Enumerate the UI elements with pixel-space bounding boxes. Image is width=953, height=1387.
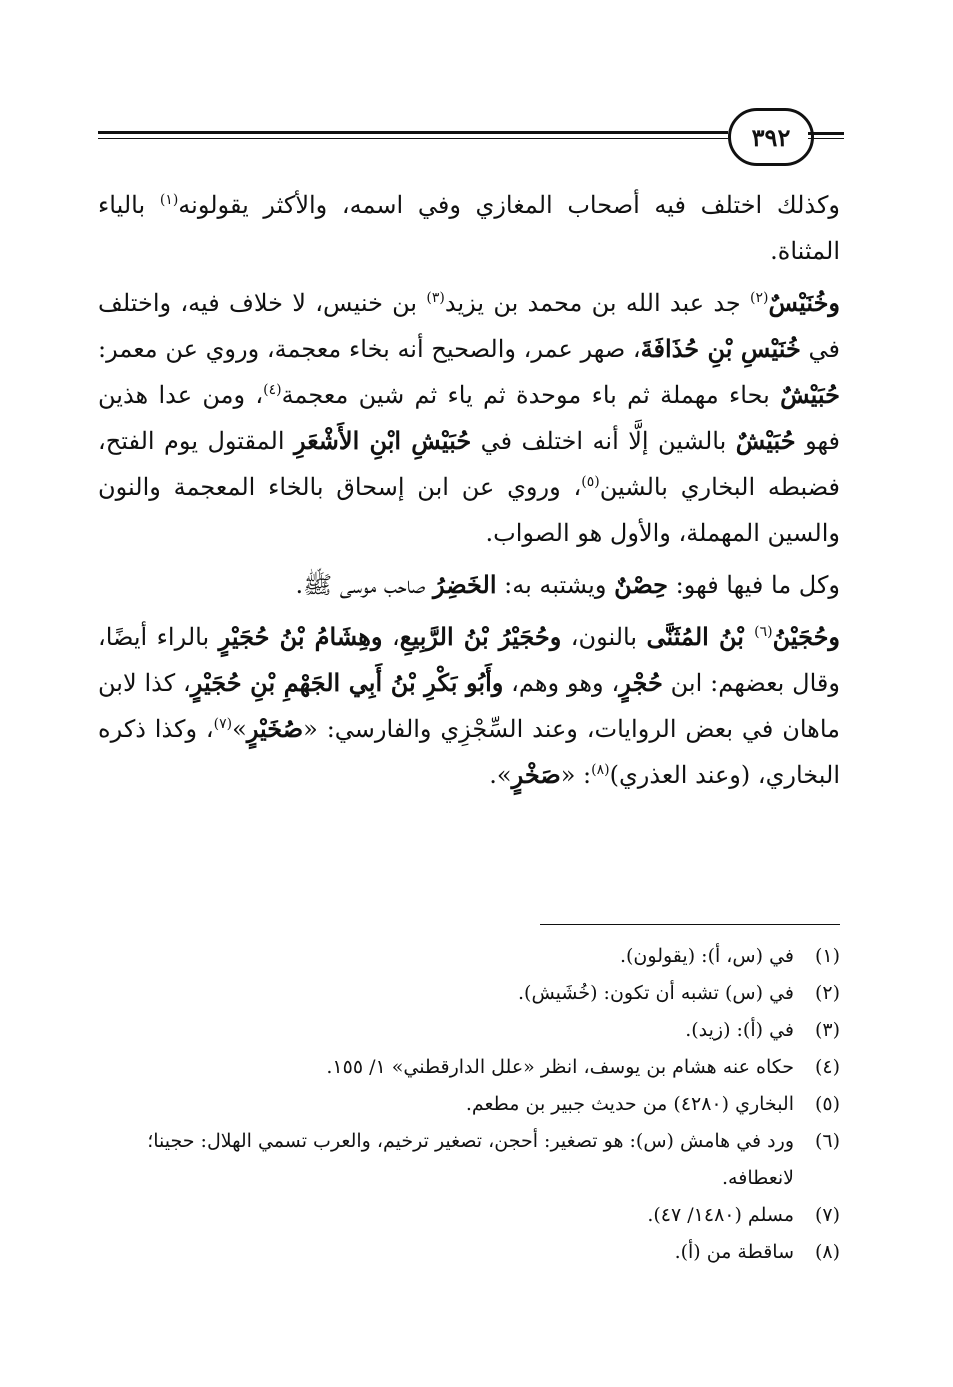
name-run: حُبَيْشِ ابْنِ الأَشْعَرِ — [293, 426, 472, 455]
footnote-number: (٣) — [814, 1019, 840, 1041]
text-run: ، — [382, 623, 400, 651]
footnote-number: (٦) — [814, 1130, 840, 1152]
main-text — [98, 182, 840, 804]
footnote-ref: (٢) — [750, 290, 769, 306]
footnote-6 — [98, 1123, 840, 1197]
text-run: بالراء أيضًا، وقال بعضهم: ابن — [98, 623, 840, 697]
text-run: ، ومن عدا هذين فهو — [98, 381, 841, 455]
name-run: وحُجَيْنُ — [772, 622, 841, 651]
text-run: وكل ما فيها فهو: — [668, 571, 840, 599]
footnote-ref: (٣) — [426, 290, 445, 306]
name-run: الخَضِرُ — [433, 570, 497, 599]
footnote-1 — [98, 938, 840, 975]
footnote-text: في (أ): (زيد). — [685, 1019, 794, 1041]
footnote-ref: (٥) — [581, 474, 600, 490]
text-run: بالشين إلَّا أنه اختلف في — [471, 427, 736, 455]
name-run: حُبَيْشٌ — [735, 426, 796, 455]
text-run: ، وهو وهم، — [503, 669, 620, 697]
footnote-ref: (٧) — [213, 716, 233, 732]
footnote-number: (١) — [814, 945, 840, 967]
footnote-separator — [540, 924, 840, 925]
footnote-4 — [98, 1049, 840, 1086]
name-run: وحُجَيْرُ بْنُ الرَّبِيعِ — [399, 622, 562, 651]
footnote-ref: (٦) — [754, 624, 773, 640]
page-number-badge — [728, 108, 814, 166]
text-run: جد عبد الله بن محمد بن يزيد — [444, 289, 751, 317]
paragraph-4 — [98, 614, 840, 798]
footnote-ref: (٨) — [591, 762, 610, 778]
paragraph-3 — [98, 562, 840, 608]
footnote-ref: (٤) — [263, 382, 282, 398]
name-run: وخُنَيْسٌ — [768, 288, 841, 317]
name-run: حُجْرٍ — [619, 668, 663, 697]
text-run: وكذلك اختلف فيه أصحاب المغازي وفي اسمه، والأكثر يقولونه — [178, 191, 841, 219]
text-run: ، وكذا ذكره البخاري، (وعند العذري) — [98, 715, 840, 789]
text-run: ». — [489, 761, 512, 789]
footnote-text: في (س) تشبه أن تكون: (خُشَيش). — [518, 982, 794, 1004]
text-run: ، كذا لابن ماهان في بعض الروايات، وعند السِّجْزِي والفارسي: « — [98, 669, 840, 743]
name-run: صُخَيْرٍ — [246, 714, 304, 743]
text-run: بن خنيس، لا خلاف فيه، واختلف في — [98, 289, 840, 363]
footnote-number: (٤) — [814, 1056, 840, 1078]
footnote-3 — [98, 1012, 840, 1049]
page-number: ٣٩٢ — [751, 122, 791, 152]
header-rule-thick — [98, 131, 728, 134]
text-run: صاحب موسى ﷺ. — [295, 571, 433, 599]
footnote-number: (٢) — [814, 982, 840, 1004]
footnote-text: ساقطة من (أ). — [674, 1241, 794, 1263]
name-run: صَخْرٍ — [511, 760, 561, 789]
footnote-8 — [98, 1234, 840, 1271]
footnote-ref: (١) — [159, 192, 179, 208]
footnote-number: (٨) — [814, 1241, 840, 1263]
footnote-text: البخاري (٤٢٨٠) من حديث جبير بن مطعم. — [465, 1093, 794, 1115]
name-run: بْنُ المُثَنَّى — [646, 622, 755, 651]
header-rule-tail-thin — [808, 138, 844, 139]
footnote-2 — [98, 975, 840, 1012]
paragraph-2 — [98, 280, 840, 556]
paragraph-1 — [98, 182, 840, 274]
name-run: خُنَيْسِ بْنِ حُذَافَةَ — [640, 334, 801, 363]
footnote-text: مسلم (١٤٨٠/ ٤٧). — [647, 1204, 794, 1226]
header-rule-tail — [808, 132, 844, 135]
text-run: بالنون، — [561, 623, 647, 651]
name-run: حِصْنٌ — [614, 570, 669, 599]
footnote-5 — [98, 1086, 840, 1123]
name-run: وهِشَامُ بْنُ حُجَيْرٍ — [218, 622, 383, 651]
footnotes — [98, 938, 840, 1271]
text-run: ويشتبه به: — [496, 571, 615, 599]
footnote-number: (٥) — [814, 1093, 840, 1115]
footnote-text: حكاه عنه هشام بن يوسف، انظر «علل الدارقطني» ١/ ١٥٥. — [326, 1056, 794, 1078]
name-run: وأَبُو بَكْرِ بْنُ أَبِي الجَهْمِ بْنِ حُجَيْرٍ — [190, 668, 504, 697]
text-run: ، وروي عن ابن إسحاق بالخاء المعجمة والنون والسين المهملة، والأول هو الصواب. — [98, 473, 840, 547]
footnote-number: (٧) — [814, 1204, 840, 1226]
text-run: » — [232, 715, 247, 743]
text-run: بالياء المثناة. — [98, 191, 840, 265]
text-run: المقتول يوم الفتح، فضبطه البخاري بالشين — [98, 427, 840, 501]
text-run: : « — [560, 761, 592, 789]
footnote-text: ورد في هامش (س): هو تصغير: أحجن، تصغير ترخيم، والعرب تسمي الهلال: حجينا؛ لانعطافه. — [147, 1130, 794, 1189]
header-rule-thin — [98, 138, 728, 139]
text-run: ، صهر عمر، والصحيح أنه بخاء معجمة، وروي عن معمر: — [98, 335, 641, 363]
text-run: بحاء مهملة ثم باء موحدة ثم ياء ثم شين معجمة — [281, 381, 781, 409]
footnote-text: في (س، أ): (يقولون). — [619, 945, 794, 967]
name-run: حُبَيْشٌ — [780, 380, 840, 409]
footnote-7 — [98, 1197, 840, 1234]
